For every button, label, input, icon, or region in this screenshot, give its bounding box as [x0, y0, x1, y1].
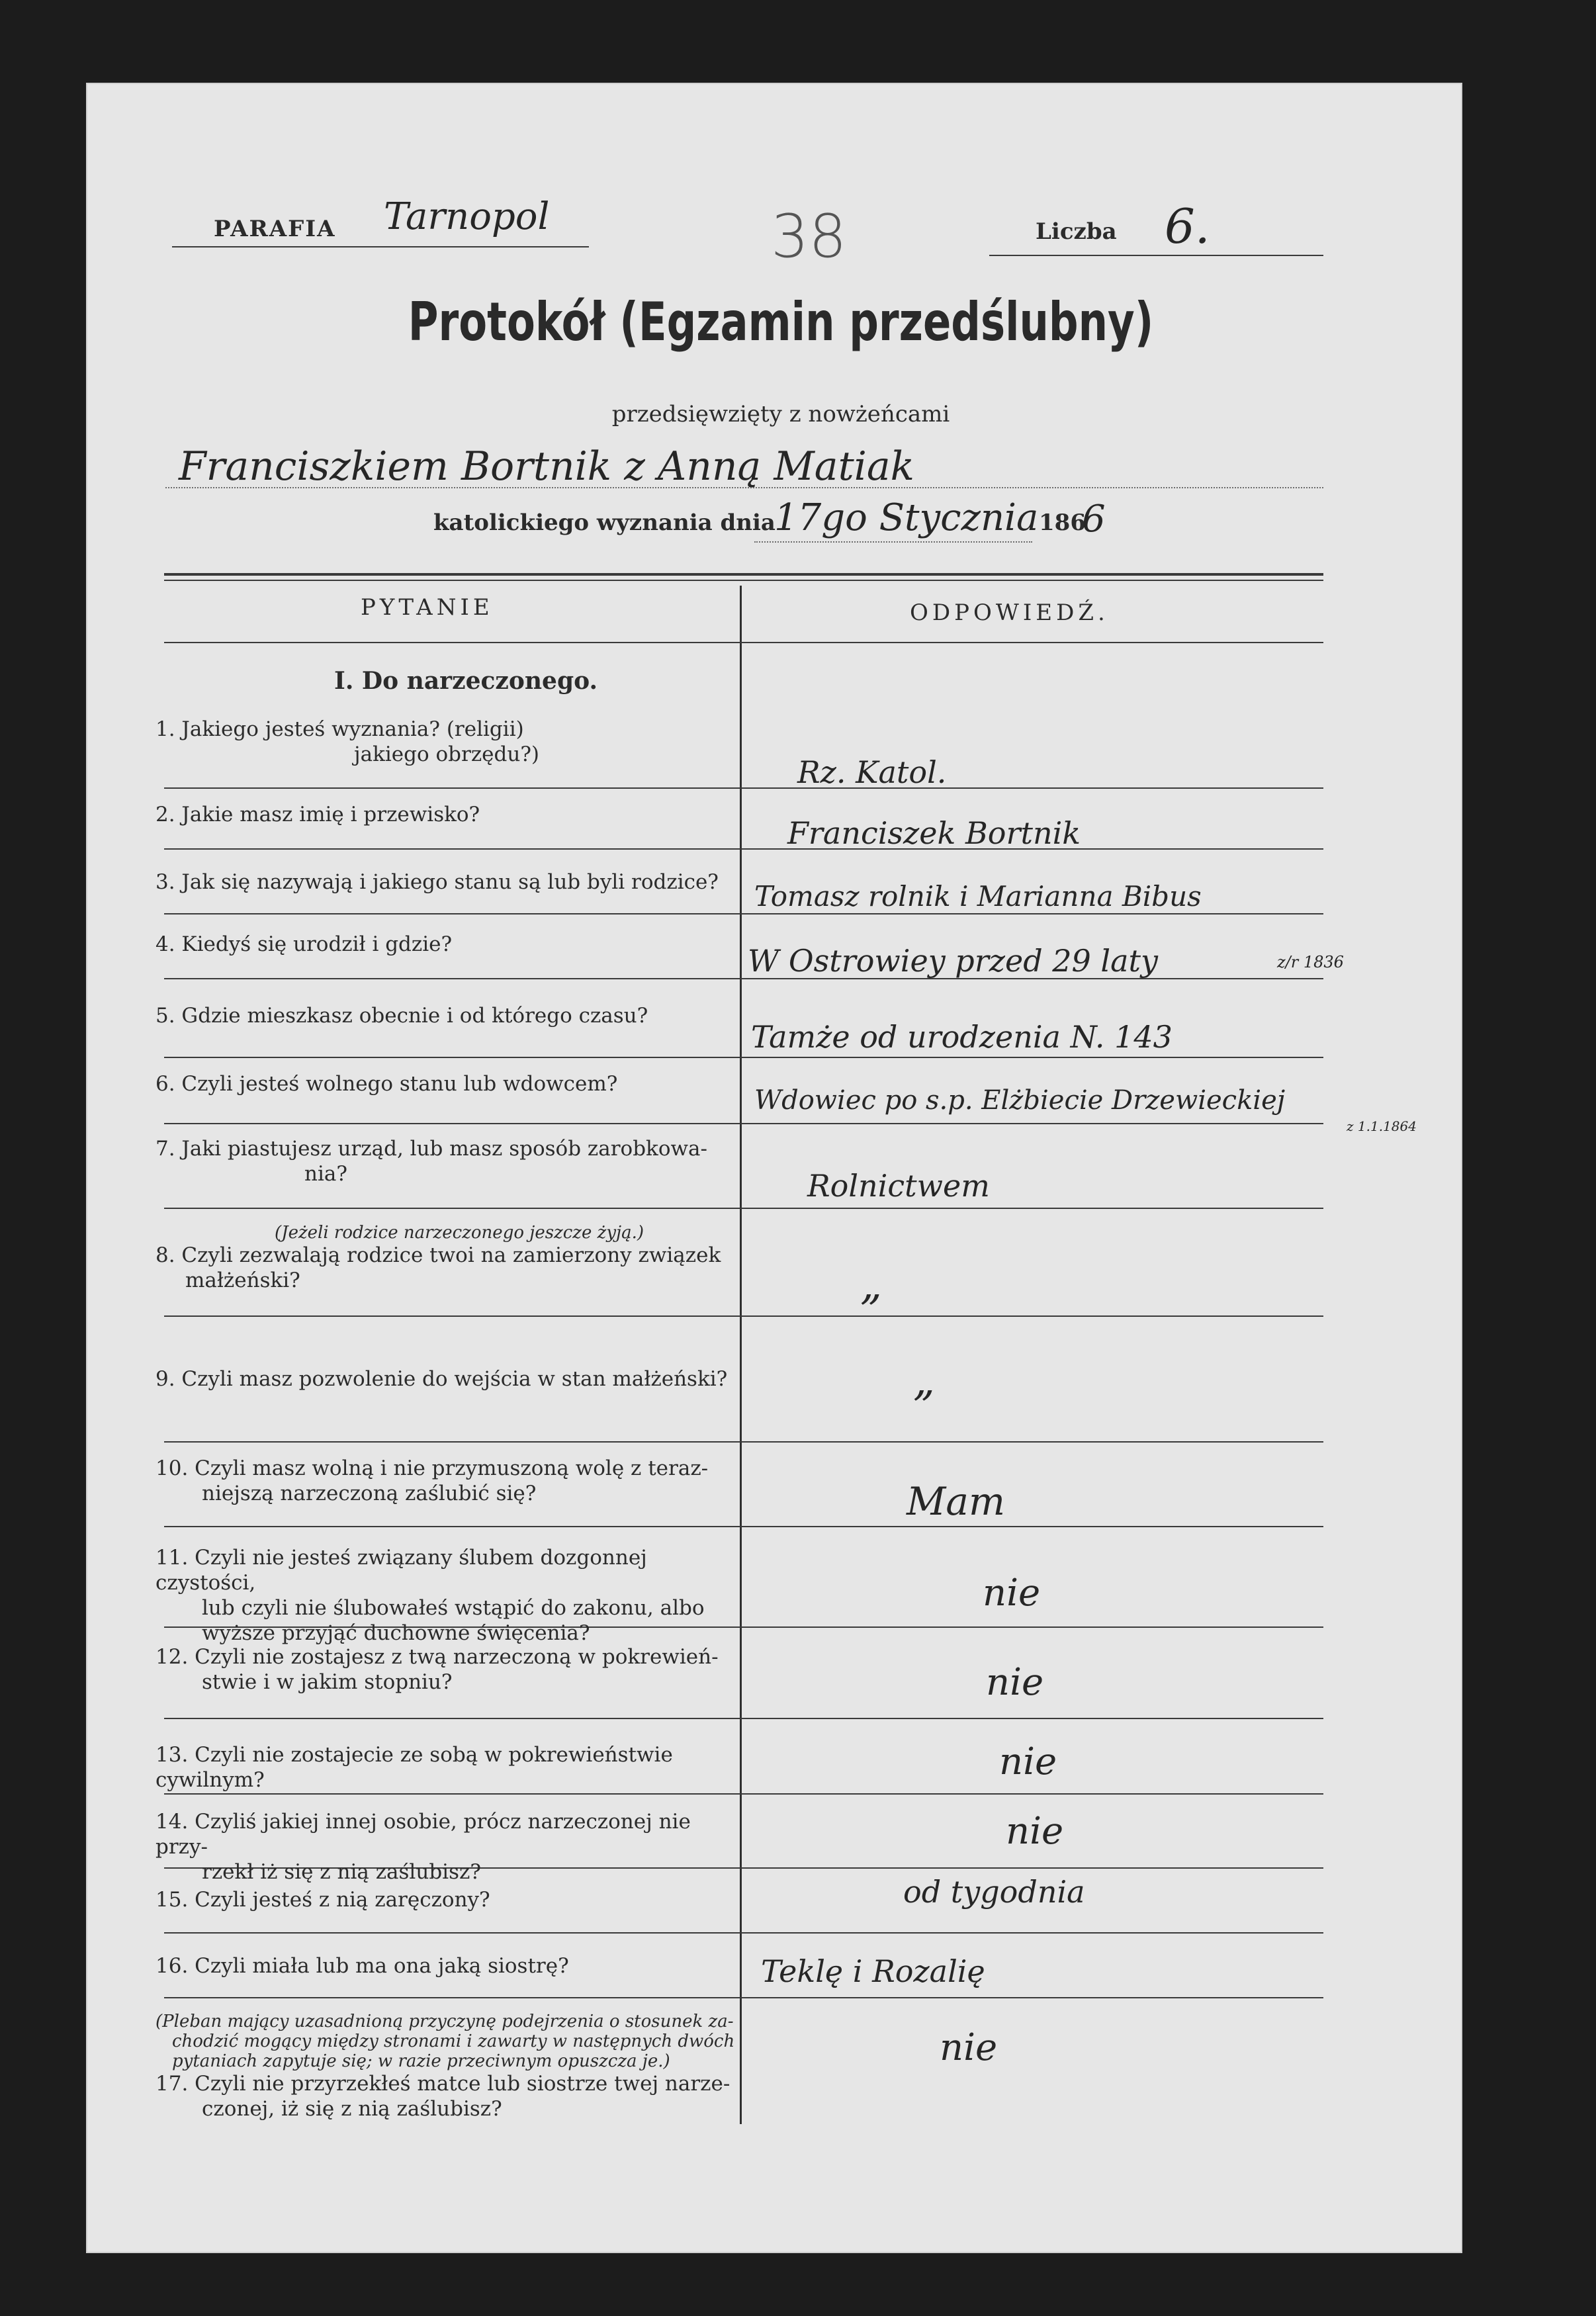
- year-prefix: 186: [1039, 510, 1086, 536]
- answer-4-note: z/r 1836: [1277, 953, 1344, 971]
- question-4: 4. Kiedyś się urodził i gdzie?: [155, 932, 453, 956]
- question-11: 11. Czyli nie jesteś związany ślubem dozgonnej czystości, lub czyli nie ślubowałeś wstąpić do zakonu, albo wyższe przyjąć duchowne święcenia?: [155, 1546, 705, 1645]
- answer-6: Wdowiec po s.p. Elżbiecie Drzewieckiej: [754, 1085, 1286, 1116]
- archive-number: 38: [771, 202, 847, 271]
- column-divider: [740, 586, 742, 2124]
- date-label: katolickiego wyznania dnia: [433, 510, 776, 536]
- header-rule-thin: [164, 580, 1323, 581]
- date-value: 17go Stycznia: [774, 496, 1039, 539]
- row-line: [164, 1315, 1323, 1317]
- question-17: (Pleban mający uzasadnioną przyczynę podejrzenia o stosunek za- chodzić mogący między stronami i zawarty w następnych dwóch pytaniach zapytuje się; w razie przeciwnym opuszcza je.) 17. Czyli nie przyrzekłeś matce lub siostrze twej narze- czonej, iż się z nią zaślubisz?: [155, 2012, 735, 2121]
- row-line: [164, 1526, 1323, 1527]
- row-line: [164, 1441, 1323, 1443]
- liczba-label: Liczba: [1036, 218, 1117, 245]
- row-line: [164, 913, 1323, 914]
- question-9: 9. Czyli masz pozwolenie do wejścia w stan małżeński?: [155, 1367, 728, 1391]
- question-1: 1. Jakiego jesteś wyznania? (religii) jakiego obrzędu?): [155, 717, 540, 766]
- answer-8: „: [860, 1261, 883, 1310]
- row-line: [164, 1997, 1323, 1998]
- couple-names: Franciszkiem Bortnik z Anną Matiak: [179, 443, 914, 490]
- section-heading: I. Do narzeczonego.: [334, 667, 598, 695]
- row-line: [164, 848, 1323, 850]
- answer-17: nie: [940, 2026, 998, 2069]
- question-7: 7. Jaki piastujesz urząd, lub masz sposób zarobkowa- nia?: [155, 1137, 707, 1186]
- answer-9: „: [913, 1357, 936, 1405]
- question-12: 12. Czyli nie zostajesz z twą narzeczoną w pokrewień- stwie i w jakim stopniu?: [155, 1645, 719, 1694]
- parafia-label: PARAFIA: [214, 216, 336, 242]
- row-line: [164, 787, 1323, 789]
- answer-6-note: z 1.1.1864: [1347, 1118, 1417, 1134]
- question-16: 16. Czyli miała lub ma ona jaką siostrę?: [155, 1954, 569, 1978]
- column-header-question: PYTANIE: [361, 594, 494, 621]
- column-header-answer: ODPOWIEDŹ.: [910, 600, 1109, 626]
- row-line: [164, 1057, 1323, 1058]
- row-line: [164, 1932, 1323, 1934]
- answer-11: nie: [983, 1572, 1041, 1615]
- answer-12: nie: [986, 1661, 1044, 1704]
- question-8: (Jeżeli rodzice narzeczonego jeszcze żyją.) 8. Czyli zezwalają rodzice twoi na zamierzony związek małżeński?: [155, 1223, 721, 1292]
- date-dotted-line: [754, 541, 1032, 543]
- question-3: 3. Jak się nazywają i jakiego stanu są lub byli rodzice?: [155, 870, 719, 894]
- couple-dotted-line: [165, 487, 1323, 488]
- answer-2: Franciszek Bortnik: [787, 815, 1081, 851]
- question-14: 14. Czyliś jakiej innej osobie, prócz narzeczonej nie przy- rzekł iż się z nią zaślubisz?: [155, 1810, 691, 1884]
- parafia-value: Tarnopol: [384, 195, 550, 238]
- liczba-underline: [989, 255, 1323, 256]
- row-line: [164, 642, 1323, 643]
- answer-16: Teklę i Rozalię: [761, 1953, 985, 1989]
- answer-3: Tomasz rolnik i Marianna Bibus: [754, 880, 1202, 913]
- answer-1: Rz. Katol.: [797, 754, 947, 790]
- row-line: [164, 1793, 1323, 1795]
- answer-14: nie: [1006, 1810, 1064, 1853]
- question-15: 15. Czyli jesteś z nią zaręczony?: [155, 1888, 490, 1912]
- question-6: 6. Czyli jesteś wolnego stanu lub wdowcem?: [155, 1072, 618, 1096]
- answer-7: Rolnictwem: [807, 1168, 990, 1204]
- row-line: [164, 1123, 1323, 1124]
- answer-4: W Ostrowiey przed 29 laty: [748, 943, 1159, 979]
- answer-5: Tamże od urodzenia N. 143: [751, 1019, 1173, 1055]
- question-2: 2. Jakie masz imię i przewisko?: [155, 803, 480, 826]
- question-13: 13. Czyli nie zostajecie ze sobą w pokrewieństwie cywilnym?: [155, 1743, 673, 1792]
- parafia-underline: [172, 246, 589, 247]
- question-10: 10. Czyli masz wolną i nie przymuszoną wolę z teraz- niejszą narzeczoną zaślubić się?: [155, 1456, 709, 1505]
- row-line: [164, 1208, 1323, 1209]
- form-title: Protokół (Egzamin przedślubny): [408, 291, 1154, 353]
- header-rule-thick: [164, 573, 1323, 576]
- answer-10: Mam: [907, 1479, 1005, 1524]
- year-suffix: 6: [1082, 498, 1106, 541]
- answer-15: od tygodnia: [903, 1874, 1085, 1910]
- form-subtitle: przedsięwzięty z nowżeńcami: [611, 401, 950, 427]
- liczba-value: 6.: [1165, 199, 1210, 254]
- row-line: [164, 1718, 1323, 1719]
- question-5: 5. Gdzie mieszkasz obecnie i od którego czasu?: [155, 1004, 648, 1028]
- answer-13: nie: [999, 1740, 1057, 1783]
